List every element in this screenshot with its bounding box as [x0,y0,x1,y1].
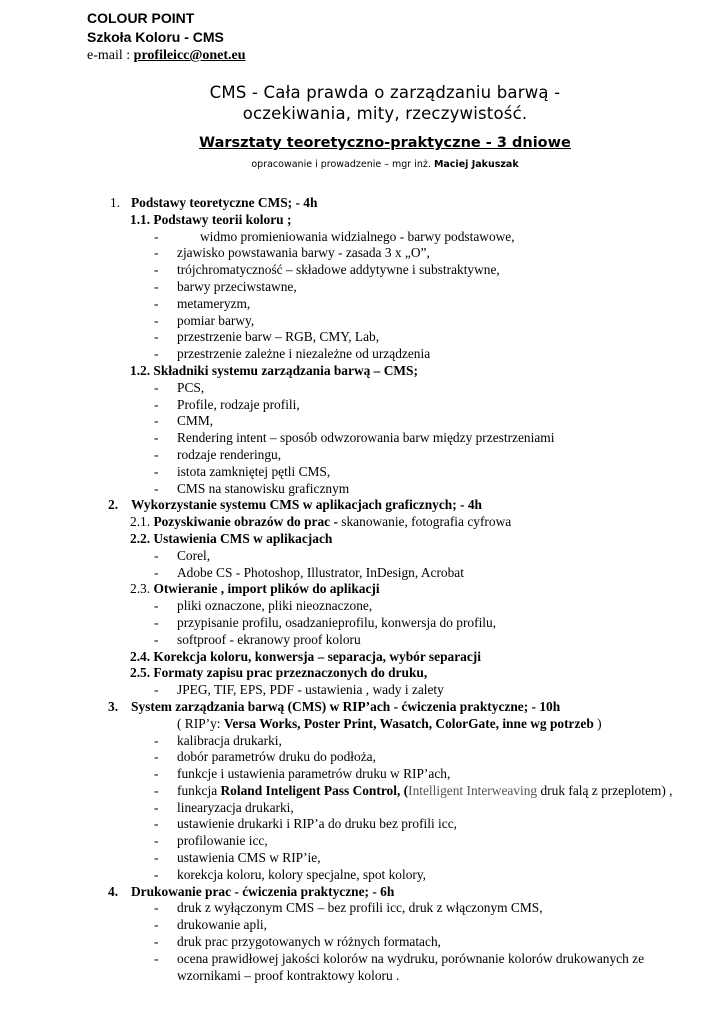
school-name: Szkoła Koloru - CMS [87,29,224,45]
list-item [0,615,724,632]
list-item [0,279,724,296]
section-1-heading [0,195,724,212]
list-item-text: CMM, [177,413,214,429]
section-4-heading [0,884,724,901]
list-item-text: zjawisko powstawania barwy - zasada 3 x „O”, [177,245,430,261]
roland-bold: Roland Inteligent Pass Control, ( [220,782,409,798]
list-item [0,548,724,565]
bullet-dash: - [154,766,159,782]
bullet-dash: - [154,262,159,278]
bullet-dash: - [154,278,159,294]
list-item [0,900,724,917]
subsection-1-2-heading [0,363,724,380]
subsection-title: 2.4. Korekcja koloru, konwersja – separacja, wybór separacji [130,648,481,664]
list-item-text: drukowanie apli, [177,917,267,933]
list-item [0,800,724,817]
list-item-text: metameryzm, [177,295,251,311]
list-item [0,598,724,615]
bullet-dash: - [154,480,159,496]
list-item-text: JPEG, TIF, EPS, PDF - ustawienia , wady i zalety [177,682,444,698]
list-item [0,447,724,464]
bullet-dash: - [154,228,159,244]
section-2-heading [0,497,724,514]
bullet-dash: - [154,850,159,866]
rip-prefix: ( RIP’y: [177,715,224,731]
document-subtitle [90,134,680,152]
subsection-title: 2.5. Formaty zapisu prac przeznaczonych do druku, [130,665,428,681]
email-label: e-mail : [87,48,134,63]
title-line-1: CMS - Cała prawda o zarządzaniu barwą - [209,83,561,102]
bullet-dash: - [154,799,159,815]
list-item-roland [0,783,724,800]
list-item [0,413,724,430]
list-item-text: trójchromatyczność – składowe addytywne i substraktywne, [177,262,500,278]
list-item-text: rodzaje renderingu, [177,446,282,462]
section-title: Wykorzystanie systemu CMS w aplikacjach graficznych; - 4h [131,497,482,513]
author-prefix: opracowanie i prowadzenie – mgr inż. [251,159,434,170]
bullet-dash: - [154,598,159,614]
bullet-dash: - [154,430,159,446]
bullet-dash: - [154,934,159,950]
subsection-title: 1.2. Składniki systemu zarządzania barwą – CMS; [130,362,418,378]
company-name: COLOUR POINT [87,10,195,26]
bullet-dash: - [154,547,159,563]
list-item-text: przypisanie profilu, osadzanieprofilu, konwersja do profilu, [177,614,497,630]
section-3-heading [0,699,724,716]
subsection-2-3-heading [0,581,724,598]
rip-names: Versa Works, Poster Print, Wasatch, ColorGate, inne wg potrzeb [223,715,594,731]
list-item-text: Adobe CS - Photoshop, Illustrator, InDesign, Acrobat [177,564,464,580]
list-item-text: profilowanie icc, [177,833,268,849]
section-number: 1. [110,195,121,210]
list-item-text [177,783,692,800]
bullet-dash: - [154,413,159,429]
bullet-dash: - [154,782,159,798]
list-item-text: dobór parametrów druku do podłoża, [177,749,376,765]
bullet-dash: - [154,564,159,580]
list-item [0,951,724,985]
bullet-dash: - [154,396,159,412]
document-content [0,195,724,984]
bullet-dash: - [154,631,159,647]
list-item-text: Rendering intent – sposób odwzorowania barw między przestrzeniami [177,430,555,446]
subtitle-text: Warsztaty teoretyczno-praktyczne - 3 dniowe [199,135,571,151]
bullet-dash: - [154,833,159,849]
list-item [0,397,724,414]
list-item [0,229,724,246]
roland-rest: druk falą z przeplotem) , [537,782,673,798]
list-item [0,313,724,330]
rip-list-line [0,716,724,733]
list-item [0,380,724,397]
list-item-text: funkcje i ustawienia parametrów druku w RIP’ach, [177,766,451,782]
section-number: 4. [108,883,119,899]
rip-suffix: ) [593,715,602,731]
list-item [0,867,724,884]
bullet-dash: - [154,900,159,916]
list-item [0,850,724,867]
author-name: Maciej Jakuszak [433,159,519,170]
subsection-1-1-heading [0,212,724,229]
bullet-dash: - [154,346,159,362]
list-item [0,430,724,447]
list-item-text: Corel, [177,547,211,563]
list-item-text: pomiar barwy, [177,312,255,328]
subsection-bold-text: Otwieranie , import plików do aplikacji [153,581,380,597]
section-number: 3. [108,698,119,714]
bullet-dash: - [154,312,159,328]
subsection-number: 2.3. [130,581,154,597]
list-item [0,346,724,363]
list-item [0,481,724,498]
subsection-2-2-heading [0,531,724,548]
list-item-text: ustawienia CMS w RIP’ie, [177,850,321,866]
list-item [0,329,724,346]
list-item-text: linearyzacja drukarki, [177,799,294,815]
list-item-text: istota zamkniętej pętli CMS, [177,463,331,479]
list-item-text: pliki oznaczone, pliki nieoznaczone, [177,598,373,614]
section-number: 2. [108,497,119,513]
section-title: Podstawy teoretyczne CMS; - 4h [131,195,318,210]
list-item [0,632,724,649]
list-item [0,766,724,783]
list-item-text: ocena prawidłowej jakości kolorów na wydruku, porównanie kolorów drukowanych ze wzornikami – proof kontraktowy koloru . [177,950,645,983]
subsection-2-5-heading [0,665,724,682]
subsection-bold-text: Pozyskiwanie obrazów do prac - [153,514,338,530]
subsection-2-4-heading [0,649,724,666]
bullet-dash: - [154,866,159,882]
list-item-text: ustawienie drukarki i RIP’a do druku bez profili icc, [177,816,458,832]
list-item-text: barwy przeciwstawne, [177,278,297,294]
list-item [0,749,724,766]
bullet-dash: - [154,917,159,933]
list-item [0,262,724,279]
subsection-title [130,514,511,531]
rip-list [177,716,602,733]
author-line [90,159,680,171]
bullet-dash: - [154,329,159,345]
list-item-text: druk prac przygotowanych w różnych formatach, [177,934,441,950]
bullet-dash: - [154,732,159,748]
email-link[interactable]: profileicc@onet.eu [133,48,246,63]
list-item [0,733,724,750]
list-item [0,682,724,699]
document-title [90,82,680,124]
subsection-number: 2.1. [130,514,154,530]
list-item [0,816,724,833]
list-item-text: przestrzenie barw – RGB, CMY, Lab, [177,329,380,345]
subsection-title [130,581,380,598]
roland-prefix: funkcja [177,782,221,798]
bullet-dash: - [154,379,159,395]
subsection-2-1-heading [0,514,724,531]
list-item-text: PCS, [177,379,205,395]
bullet-dash: - [154,614,159,630]
bullet-dash: - [154,245,159,261]
section-title: Drukowanie prac - ćwiczenia praktyczne; - 6h [131,883,395,899]
list-item [0,245,724,262]
list-item [0,565,724,582]
bullet-dash: - [154,463,159,479]
subsection-rest-text: skanowanie, fotografia cyfrowa [337,514,512,530]
list-item [0,917,724,934]
title-line-2: oczekiwania, mity, rzeczywistość. [242,104,528,123]
list-item-text: przestrzenie zależne i niezależne od urządzenia [177,346,431,362]
bullet-dash: - [154,446,159,462]
list-item-text: druk z wyłączonym CMS – bez profili icc, druk z włączonym CMS, [177,900,543,916]
bullet-dash: - [154,682,159,698]
list-item-text: CMS na stanowisku graficznym [177,480,350,496]
list-item-text: korekcja koloru, kolory specjalne, spot kolory, [177,866,427,882]
section-title: System zarządzania barwą (CMS) w RIP’ach - ćwiczenia praktyczne; - 10h [131,698,561,714]
subsection-title: 1.1. Podstawy teorii koloru ; [130,211,292,227]
bullet-dash: - [154,816,159,832]
list-item [0,464,724,481]
bullet-dash: - [154,950,159,966]
bullet-dash: - [154,295,159,311]
subsection-title: 2.2. Ustawienia CMS w aplikacjach [130,530,333,546]
list-item-text: kalibracja drukarki, [177,732,282,748]
list-item [0,934,724,951]
bullet-dash: - [154,749,159,765]
list-item-text: widmo promieniowania widzialnego - barwy podstawowe, [200,228,515,244]
list-item [0,833,724,850]
list-item-text: softproof - ekranowy proof koloru [177,631,361,647]
list-item [0,296,724,313]
roland-interweaving: Intelligent Interweaving [408,782,538,798]
email-line [87,47,246,64]
list-item-text: Profile, rodzaje profili, [177,396,300,412]
